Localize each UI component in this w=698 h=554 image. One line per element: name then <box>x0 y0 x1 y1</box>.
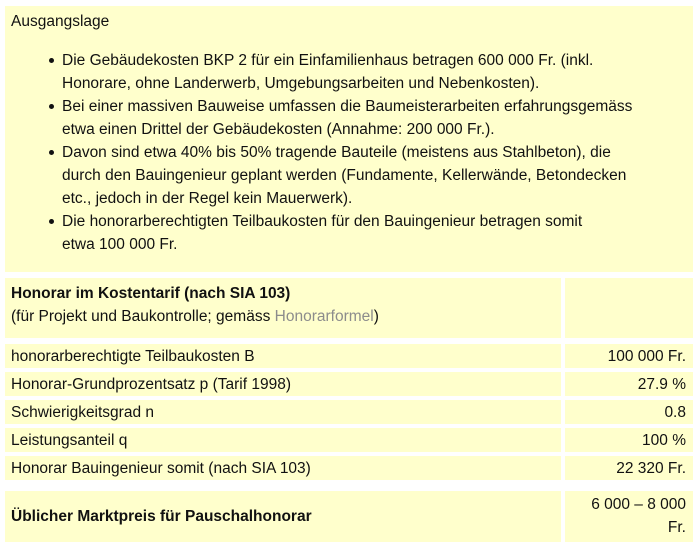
bullet-item <box>62 95 687 141</box>
bullet-line: Bei einer massiven Bauweise umfassen die Baumeisterarbeiten erfahrungsgemäss <box>62 98 633 115</box>
bullet-line: Die honorarberechtigten Teilbaukosten für den Bauingenieur betragen somit <box>62 213 583 230</box>
honorar-sub-suffix: ) <box>373 308 379 325</box>
bullet-line: Davon sind etwa 40% bis 50% tragende Bauteile (meistens aus Stahlbeton), die <box>62 144 611 161</box>
bullet-line: durch den Bauingenieur geplant werden (Fundamente, Kellerwände, Betondecken <box>62 167 627 184</box>
bullet-line: etwa 100 000 Fr. <box>62 236 178 253</box>
table-row-label: Honorar Bauingenieur somit (nach SIA 103) <box>5 456 561 480</box>
table-row-label: Schwierigkeitsgrad n <box>5 400 561 424</box>
bullet-line: etwa einen Drittel der Gebäudekosten (Annahme: 200 000 Fr.). <box>62 121 495 138</box>
bullet-line: Honorare, ohne Landerwerb, Umgebungsarbeiten und Nebenkosten). <box>62 75 540 92</box>
bullet-item <box>62 210 687 256</box>
bullet-item <box>62 141 687 210</box>
honorar-heading-value-cell <box>565 278 693 338</box>
honorar-heading-cell <box>5 278 561 338</box>
market-price-unit: Fr. <box>667 519 686 536</box>
table-row-label: Leistungsanteil q <box>5 428 561 452</box>
table-row-value: 100 % <box>565 428 693 452</box>
table-row-value: 27.9 % <box>565 372 693 396</box>
intro-title: Ausgangslage <box>11 13 110 30</box>
intro-cell <box>5 6 693 272</box>
bullet-line: Die Gebäudekosten BKP 2 für ein Einfamilienhaus betragen 600 000 Fr. (inkl. <box>62 52 594 69</box>
table-row-value: 22 320 Fr. <box>565 456 693 480</box>
table-row-label: Honorar-Grundprozentsatz p (Tarif 1998) <box>5 372 561 396</box>
table-row-value: 100 000 Fr. <box>565 344 693 368</box>
honorar-sub-prefix: (für Projekt und Baukontrolle; gemäss <box>11 308 275 325</box>
table-row-value: 0.8 <box>565 400 693 424</box>
market-price-value: 6 000 – 8 000 <box>591 496 686 513</box>
bullet-item <box>62 49 687 95</box>
honorarformel-link[interactable]: Honorarformel <box>274 308 374 325</box>
market-price-value-cell <box>565 491 693 542</box>
intro-bullet-list <box>11 49 687 256</box>
honorar-subheading <box>11 305 561 328</box>
table-row-label: honorarberechtigte Teilbaukosten B <box>5 344 561 368</box>
market-price-label: Üblicher Marktpreis für Pauschalhonorar <box>5 491 561 542</box>
honorar-heading: Honorar im Kostentarif (nach SIA 103) <box>11 285 291 302</box>
bullet-line: etc., jedoch in der Regel kein Mauerwerk). <box>62 190 353 207</box>
